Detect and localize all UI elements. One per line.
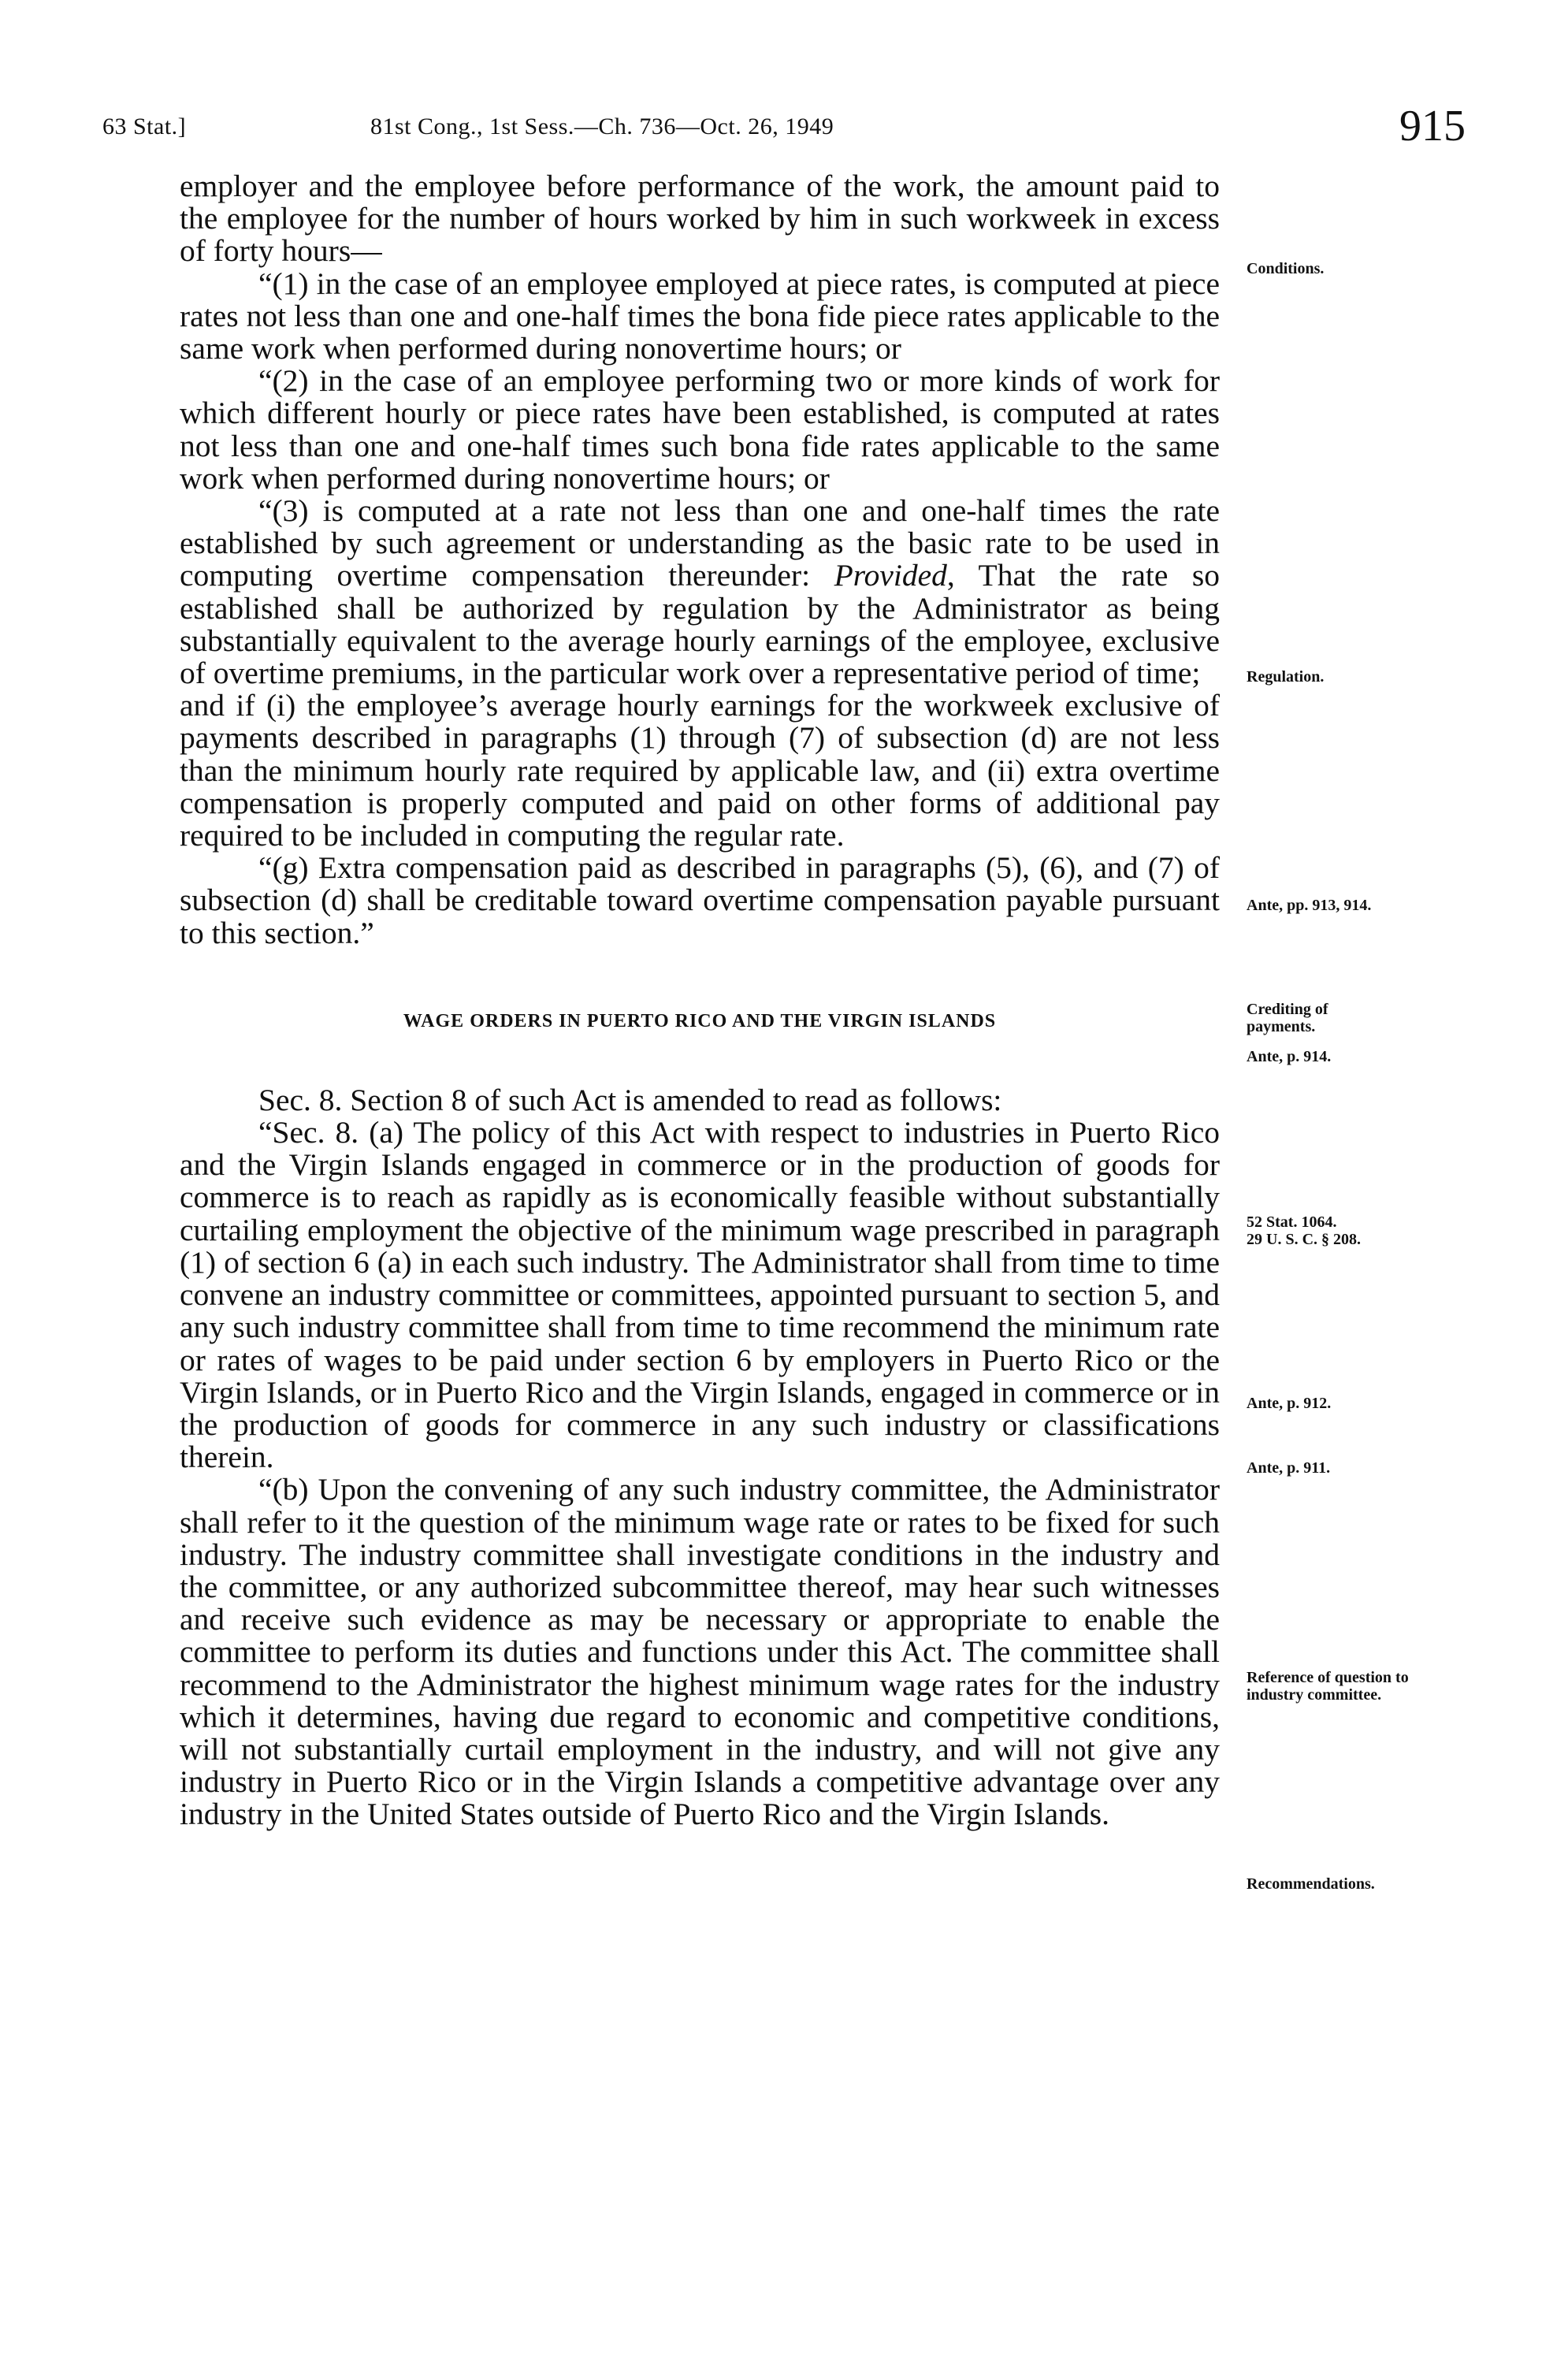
- clause-3-text-b: , That the rate so established shall be authorized by regulation by the Administrator as being substantially equivalent to the average hourly earnings of the employee, exclusive of overtime premiums, in the particular work over a representative period of time;: [180, 558, 1220, 691]
- margin-note-usc-208: 29 U. S. C. § 208.: [1247, 1231, 1362, 1248]
- margin-note-reference: Reference of question to industry committee.: [1247, 1669, 1409, 1704]
- statute-reference: 63 Stat.]: [102, 113, 187, 139]
- margin-note-ante-911: Ante, p. 911.: [1247, 1459, 1331, 1477]
- margin-note-stat-1064: 52 Stat. 1064.: [1247, 1213, 1337, 1231]
- paragraph-sec-8-a: “Sec. 8. (a) The policy of this Act with respect to industries in Puerto Rico and the Virgin Islands engaged in commerce or in the production of goods for commerce is to reach as rapidly as is economically feasible without substantially curtailing employment the objective of the minimum wage prescribed in paragraph (1) of section 6 (a) in each such industry. The Administrator shall from time to time convene an industry committee or committees, appointed pursuant to section 5, and any such industry committee shall from time to time recommend the minimum rate or rates of wages to be paid under section 6 by employers in Puerto Rico or the Virgin Islands, or in Puerto Rico and the Virgin Islands, engaged in commerce or in the production of goods for commerce in any such industry or classifications therein.: [180, 1115, 1220, 1475]
- paragraph-sec-8-b: “(b) Upon the convening of any such industry committee, the Administrator shall refer to it the question of the minimum wage rate or rates to be fixed for such industry. The industry committee shall investigate conditions in the industry and the committee, or any authorized subcommittee thereof, may hear such witnesses and receive such evidence as may be necessary or appropriate to enable the committee to perform its duties and functions under this Act. The committee shall recommend to the Administrator the highest minimum wage rates for the industry which it determines, having due regard to economic and competitive conditions, will not substantially curtail employment in the industry, and will not give any industry in Puerto Rico or in the Virgin Islands a competitive advantage over any industry in the United States outside of Puerto Rico and the Virgin Islands.: [180, 1472, 1220, 1832]
- margin-note-regulation: Regulation.: [1247, 668, 1325, 686]
- margin-note-conditions: Conditions.: [1247, 260, 1325, 277]
- page-number: 915: [1399, 102, 1466, 151]
- paragraph-subsection-g: “(g) Extra compensation paid as described in paragraphs (5), (6), and (7) of subsection (d) shall be creditable toward overtime compensation payable pursuant to this section.”: [180, 850, 1220, 950]
- margin-note-ante-914: Ante, p. 914.: [1247, 1048, 1332, 1065]
- paragraph-clause-1: “(1) in the case of an employee employed at piece rates, is computed at piece rates not less than one and one-half times the bona fide piece rates applicable to the same work when performed during nonovertime hours; or: [180, 266, 1220, 366]
- paragraph-sec-8-intro: Sec. 8. Section 8 of such Act is amended to read as follows:: [258, 1082, 1002, 1117]
- margin-note-crediting: Crediting of payments.: [1247, 1001, 1328, 1035]
- margin-note-recommendations: Recommendations.: [1247, 1875, 1375, 1893]
- paragraph-clause-2: “(2) in the case of an employee performing two or more kinds of work for which different hourly or piece rates have been established, is computed at rates not less than one and one-half times such bona fide rates applicable to the same work when performed during nonovertime hours; or: [180, 363, 1220, 496]
- margin-note-ante-912: Ante, p. 912.: [1247, 1395, 1332, 1412]
- section-heading: WAGE ORDERS IN PUERTO RICO AND THE VIRGIN ISLANDS: [403, 1010, 997, 1031]
- provided-term: Provided: [834, 558, 947, 593]
- paragraph-and-if: and if (i) the employee’s average hourly earnings for the workweek exclusive of payments described in paragraphs (1) through (7) of subsection (d) are not less than the minimum hourly rate required by applicable law, and (ii) extra overtime compensation is properly computed and paid on other forms of additional pay required to be included in computing the regular rate.: [180, 688, 1220, 853]
- paragraph-employer: employer and the employee before performance of the work, the amount paid to the employee for the number of hours worked by him in such workweek in excess of forty hours—: [180, 169, 1220, 269]
- clause-3-text-a: “(3) is computed at a rate not less than one and one-half times the rate established by such agreement or understanding as the basic rate to be used in computing overtime compensation thereunder:: [180, 493, 1220, 593]
- running-head: 81st Cong., 1st Sess.—Ch. 736—Oct. 26, 1949: [370, 113, 834, 139]
- margin-note-ante-913-914: Ante, pp. 913, 914.: [1247, 897, 1372, 914]
